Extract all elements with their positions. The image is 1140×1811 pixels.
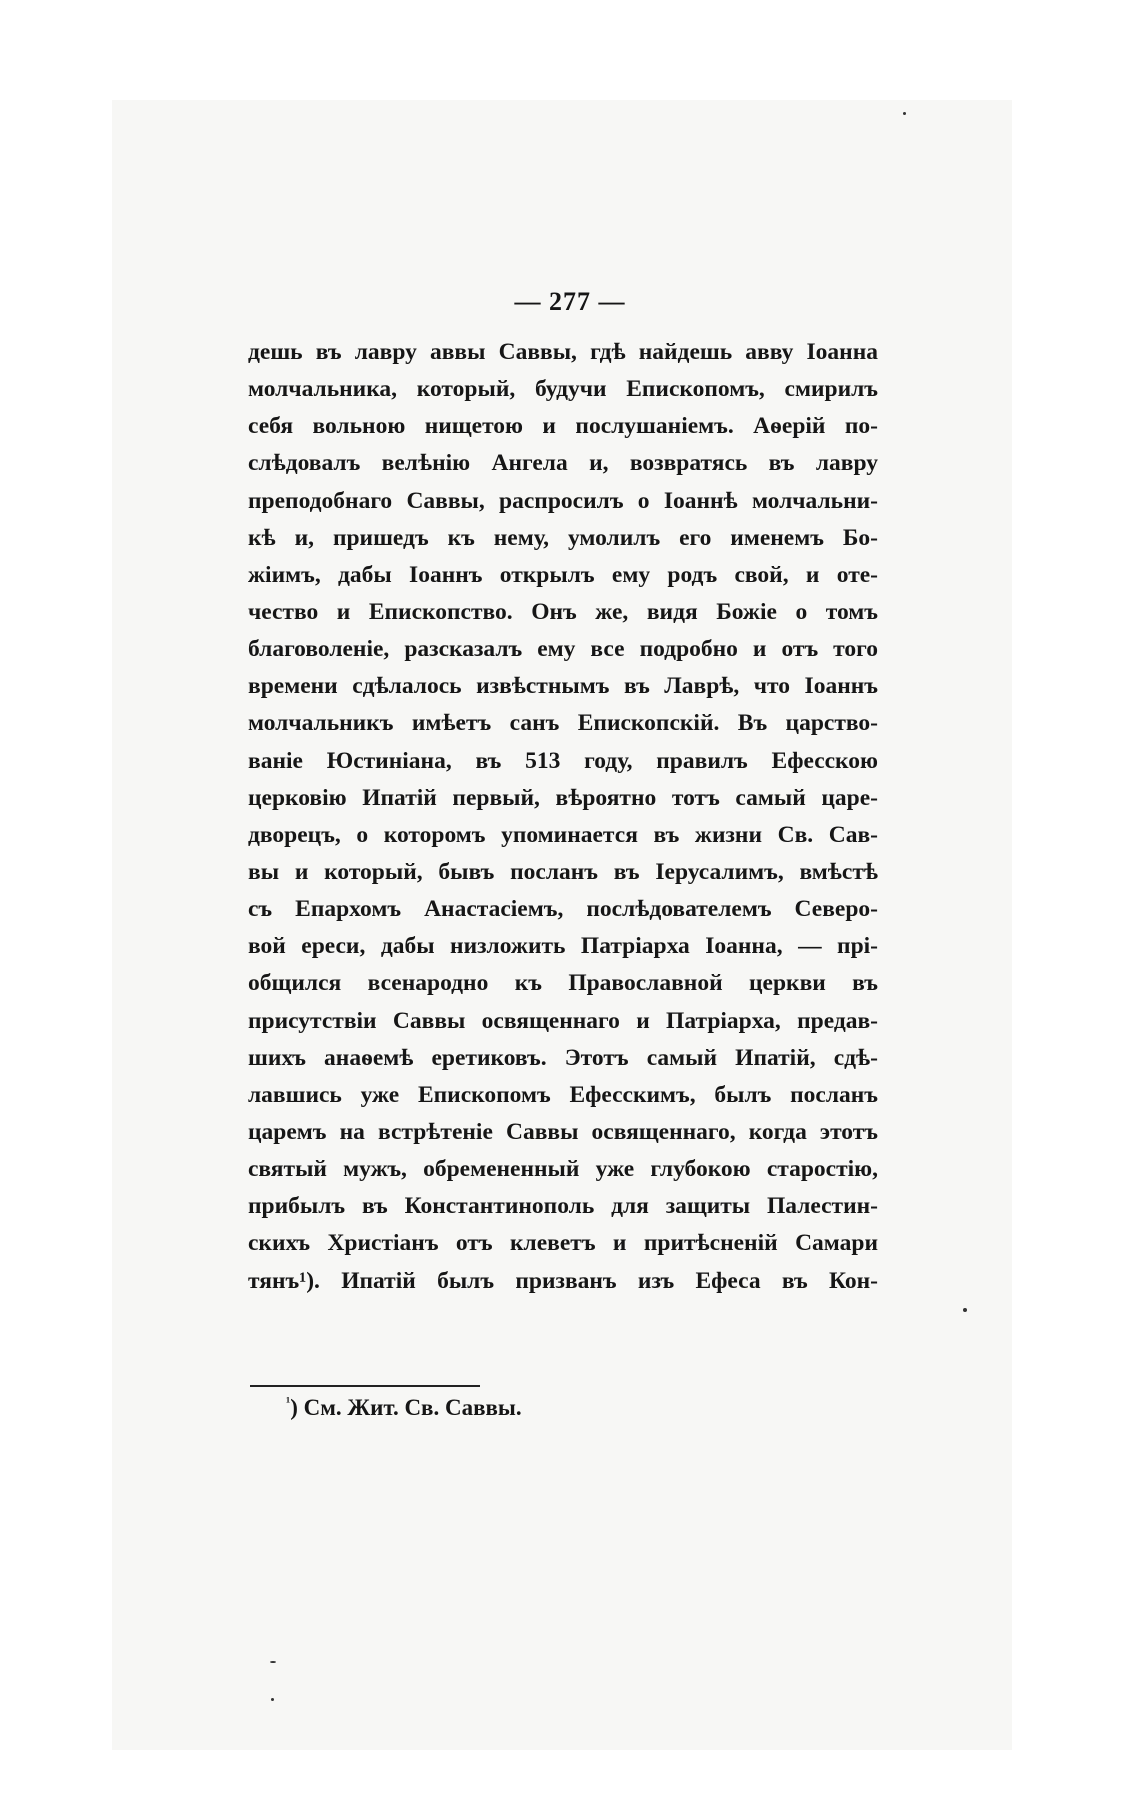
- text-line: ваніе Юстиніана, въ 513 году, правилъ Ефесскою: [248, 747, 878, 774]
- text-line: жіимъ, дабы Іоаннъ открылъ ему родъ свой, и оте-: [248, 561, 878, 588]
- text-line: лавшись уже Епископомъ Ефесскимъ, былъ посланъ: [248, 1081, 878, 1108]
- text-line: присутствіи Саввы освященнаго и Патріарха, предав-: [248, 1007, 878, 1034]
- text-line: скихъ Христіанъ отъ клеветъ и притѣсненій Самари: [248, 1230, 878, 1257]
- text-line: молчальникъ имѣетъ санъ Епископскій. Въ царство-: [248, 710, 878, 737]
- text-line: вы и который, бывъ посланъ въ Іерусалимъ, вмѣстѣ: [248, 858, 878, 885]
- text-line: церковію Ипатій первый, вѣроятно тотъ самый царе-: [248, 784, 878, 811]
- scan-speck: [270, 1661, 276, 1663]
- text-line: шихъ анаѳемѣ еретиковъ. Этотъ самый Ипатій, сдѣ-: [248, 1044, 878, 1071]
- footnote-divider: [250, 1385, 480, 1387]
- text-line: кѣ и, пришедъ къ нему, умолилъ его именемъ Бо-: [248, 524, 878, 551]
- body-text: [248, 334, 878, 1300]
- text-line: слѣдовалъ велѣнію Ангела и, возвратясь въ лавру: [248, 450, 878, 477]
- text-line: молчальника, который, будучи Епископомъ, смирилъ: [248, 376, 878, 403]
- text-line: вой ереси, дабы низложить Патріарха Іоанна, — прі-: [248, 933, 878, 960]
- text-line: общился всенародно къ Православной церкви въ: [248, 970, 878, 997]
- footnote-marker: ¹: [286, 1395, 291, 1411]
- text-line: дворецъ, о которомъ упоминается въ жизни Св. Сав-: [248, 821, 878, 848]
- text-line: времени сдѣлалось извѣстнымъ въ Лаврѣ, что Іоаннъ: [248, 673, 878, 700]
- footnote-text: ) См. Жит. Св. Саввы.: [290, 1395, 522, 1420]
- text-line: тянъ¹). Ипатій былъ призванъ изъ Ефеса въ Кон-: [248, 1267, 878, 1294]
- page-number: — 277 —: [514, 287, 626, 316]
- text-line: преподобнаго Саввы, распросилъ о Іоаннѣ молчальни-: [248, 487, 878, 514]
- text-line: чество и Епископство. Онъ же, видя Божіе о томъ: [248, 598, 878, 625]
- text-line: дешь въ лавру аввы Саввы, гдѣ найдешь авву Іоанна: [248, 339, 878, 365]
- footnote: [286, 1395, 522, 1421]
- scan-speck: [963, 1308, 967, 1312]
- scan-speck: [271, 1698, 274, 1701]
- text-line: прибылъ въ Константинополь для защиты Палестин-: [248, 1193, 878, 1220]
- text-line: себя вольною нищетою и послушаніемъ. Аѳерій по-: [248, 413, 878, 440]
- text-line: съ Епархомъ Анастасіемъ, послѣдователемъ Северо-: [248, 896, 878, 923]
- text-line: царемъ на встрѣтеніе Саввы освященнаго, когда этотъ: [248, 1118, 878, 1145]
- text-line: святый мужъ, обремененный уже глубокою старостію,: [248, 1156, 878, 1183]
- text-line: благоволеніе, разсказалъ ему все подробно и отъ того: [248, 636, 878, 663]
- scan-speck: [903, 112, 906, 115]
